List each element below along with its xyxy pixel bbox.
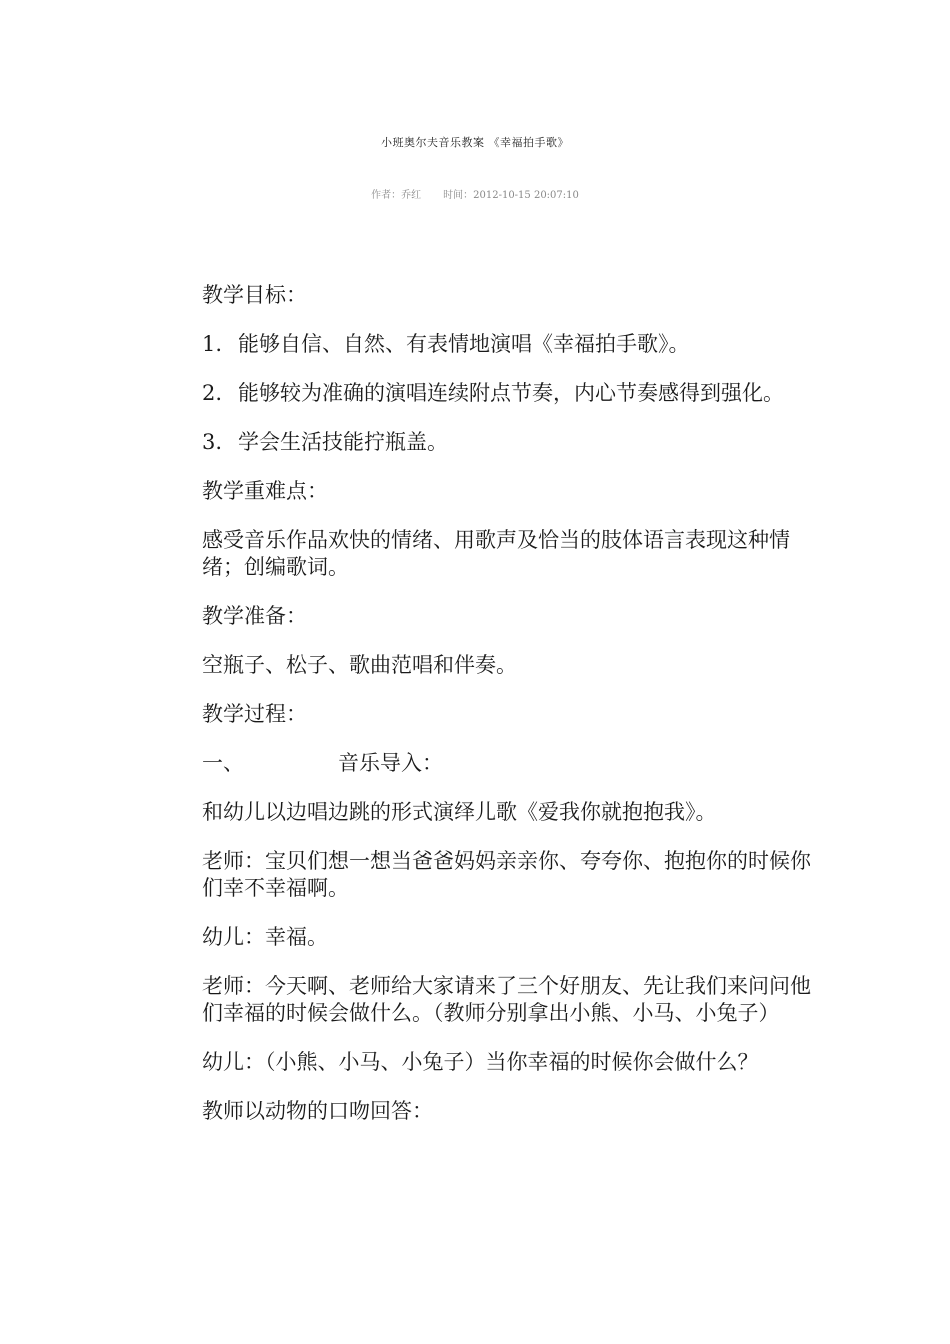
goal-item-3-number: 3. [202,430,223,454]
goal-item-3-text: 学会生活技能拧瓶盖。 [238,430,448,454]
section-1-heading [202,750,822,777]
author-label: 作者：乔红 [371,190,422,201]
paragraph-4: 老师：今天啊、老师给大家请来了三个好朋友、先让我们来问问他们幸福的时候会做什么。（教师分别拿出小熊、小马、小兔子） [202,974,811,1025]
paragraph-1: 和幼儿以边唱边跳的形式演绎儿歌《爱我你就抱抱我》。 [202,800,717,824]
goal-item-1 [202,331,822,358]
section-1-title: 音乐导入： [338,751,443,775]
paragraph-6: 教师以动物的口吻回答： [202,1099,433,1123]
section-1-number: 一、 [202,751,244,775]
goal-item-2 [202,380,822,407]
goal-item-1-number: 1. [202,332,223,356]
paragraph-5: 幼儿：（小熊、小马、小兔子）当你幸福的时候你会做什么？ [202,1050,759,1074]
goal-item-2-number: 2. [202,381,223,405]
goal-item-2-text: 能够较为准确的演唱连续附点节奏，内心节奏感得到强化。 [238,381,784,405]
goal-item-1-text: 能够自信、自然、有表情地演唱《幸福拍手歌》。 [238,332,690,356]
process-heading: 教学过程： [202,702,307,726]
key-points-text: 感受音乐作品欢快的情绪、用歌声及恰当的肢体语言表现这种情绪；创编歌词。 [202,528,790,579]
paragraph-3: 幼儿：幸福。 [202,925,328,949]
goal-item-3 [202,429,822,456]
paragraph-2: 老师：宝贝们想一想当爸爸妈妈亲亲你、夸夸你、抱抱你的时候你们幸不幸福啊。 [202,849,811,900]
document-meta [0,186,950,201]
goal-heading: 教学目标： [202,283,307,307]
document-body [202,282,822,1147]
key-points-heading: 教学重难点： [202,479,328,503]
document-title: 小班奥尔夫音乐教案 《幸福拍手歌》 [381,136,569,149]
preparation-text: 空瓶子、松子、歌曲范唱和伴奏。 [202,653,517,677]
time-label: 时间：2012-10-15 20:07:10 [443,190,579,201]
preparation-heading: 教学准备： [202,604,307,628]
